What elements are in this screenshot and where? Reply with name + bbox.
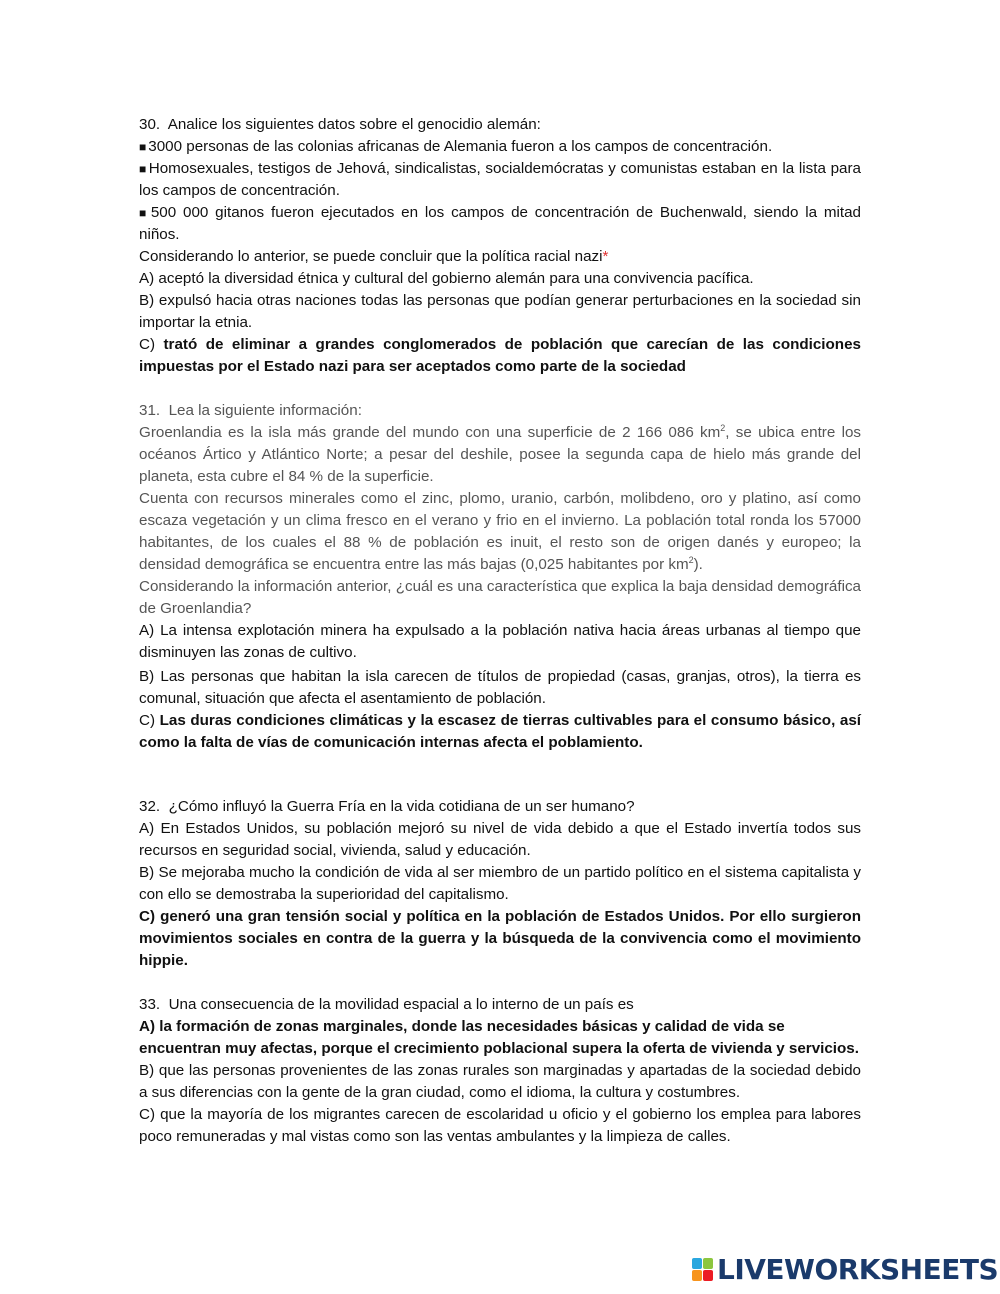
square-bullet-icon: ■ bbox=[139, 140, 147, 154]
option-text: Las personas que habitan la isla carecen de títulos de propiedad (casas, granjas, otros), la tierra es comunal, situación que afecta el asentamiento de población. bbox=[139, 668, 861, 707]
option-label: B) bbox=[139, 668, 155, 685]
option-a[interactable] bbox=[139, 818, 861, 862]
spacer bbox=[139, 972, 861, 994]
list-item bbox=[139, 202, 861, 246]
question-33 bbox=[139, 994, 861, 1148]
paragraph-text: , se ubica entre los océanos Ártico y Atlántico Norte; a pesar del deshile, posee la segunda capa de hielo más grande del planeta, esta cubre el 84 % de la superficie. bbox=[139, 424, 861, 485]
option-b[interactable] bbox=[139, 1060, 861, 1104]
logo-square bbox=[692, 1270, 702, 1281]
list-item bbox=[139, 158, 861, 202]
paragraph-text: ). bbox=[693, 556, 703, 573]
question-33-prompt bbox=[139, 994, 861, 1016]
option-text: aceptó la diversidad étnica y cultural del gobierno alemán para una convivencia pacífica. bbox=[158, 270, 754, 287]
superscript: 2 bbox=[720, 422, 726, 433]
info-paragraph-1 bbox=[139, 422, 861, 488]
logo-square bbox=[703, 1270, 713, 1281]
option-text: la formación de zonas marginales, donde las necesidades básicas y calidad de vida se encuentran muy afectas, porque el crecimiento poblacional supera la oferta de vivienda y servicios. bbox=[139, 1018, 859, 1057]
paragraph-text: Cuenta con recursos minerales como el zinc, plomo, uranio, carbón, molibdeno, oro y platino, así como escaza vegetación y un clima fresco en el verano y frio en el invierno. La población total ronda los 57000 habitantes, de los cuales el 88 % de población es inuit, el resto son de origen danés y europeo; la densidad demográfica se encuentra entre las más bajas (0,025 habitantes por km bbox=[139, 490, 861, 573]
option-c[interactable] bbox=[139, 710, 861, 754]
option-label: A) bbox=[139, 622, 155, 639]
superscript: 2 bbox=[688, 554, 694, 565]
paragraph-text: Groenlandia es la isla más grande del mundo con una superficie de 2 166 086 km bbox=[139, 424, 721, 441]
option-b[interactable] bbox=[139, 290, 861, 334]
question-number: 32. bbox=[139, 798, 161, 815]
question-32-prompt bbox=[139, 796, 861, 818]
option-text: Las duras condiciones climáticas y la escasez de tierras cultivables para el consumo básico, así como la falta de vías de comunicación internas afecta el poblamiento. bbox=[139, 712, 861, 751]
stem-text: Considerando lo anterior, se puede concluir que la política racial nazi bbox=[139, 248, 603, 265]
required-mark: * bbox=[602, 248, 609, 265]
option-text: La intensa explotación minera ha expulsado a la población nativa hacia áreas urbanas al tiempo que disminuyen las zonas de cultivo. bbox=[139, 622, 861, 661]
list-item bbox=[139, 136, 861, 158]
option-label: A) bbox=[139, 1018, 156, 1035]
question-number: 33. bbox=[139, 996, 161, 1013]
question-prompt: ¿Cómo influyó la Guerra Fría en la vida cotidiana de un ser humano? bbox=[168, 798, 635, 815]
question-number: 31. bbox=[139, 402, 161, 419]
bullet-text: 3000 personas de las colonias africanas de Alemania fueron a los campos de concentración. bbox=[148, 138, 773, 155]
square-bullet-icon: ■ bbox=[139, 206, 149, 220]
question-prompt: Lea la siguiente información: bbox=[168, 402, 362, 419]
option-label: C) bbox=[139, 908, 156, 925]
question-31-prompt bbox=[139, 400, 861, 422]
info-paragraph-2 bbox=[139, 488, 861, 576]
logo-text: LIVEWORKSHEETS bbox=[717, 1252, 999, 1286]
option-label: C) bbox=[139, 1106, 156, 1123]
question-32 bbox=[139, 796, 861, 972]
option-text: que las personas provenientes de las zonas rurales son marginadas y apartadas de la sociedad debido a sus diferencias con la gente de la gran ciudad, como el idioma, la cultura y costumbres. bbox=[139, 1062, 861, 1101]
option-text: En Estados Unidos, su población mejoró su nivel de vida debido a que el Estado invertía todos sus recursos en seguridad social, vivienda, salud y educación. bbox=[139, 820, 861, 859]
question-stem: Considerando la información anterior, ¿cuál es una característica que explica la baja densidad demográfica de Groenlandia? bbox=[139, 578, 861, 617]
logo-square bbox=[692, 1258, 702, 1269]
option-label: C) bbox=[139, 712, 156, 729]
logo-square bbox=[703, 1258, 713, 1269]
question-number: 30. bbox=[139, 116, 161, 133]
option-text: Se mejoraba mucho la condición de vida al ser miembro de un partido político en el sistema capitalista y con ello se demostraba la superioridad del capitalismo. bbox=[139, 864, 861, 903]
liveworksheets-logo[interactable] bbox=[692, 1252, 998, 1286]
option-label: B) bbox=[139, 292, 155, 309]
option-text: expulsó hacia otras naciones todas las personas que podían generar perturbaciones en la sociedad sin importar la etnia. bbox=[139, 292, 861, 331]
option-c[interactable] bbox=[139, 1104, 861, 1148]
option-text: que la mayoría de los migrantes carecen de escolaridad u oficio y el gobierno los emplea para labores poco remuneradas y mal vistas como son las ventas ambulantes y la limpieza de calles. bbox=[139, 1106, 861, 1145]
question-prompt: Analice los siguientes datos sobre el genocidio alemán: bbox=[167, 116, 541, 133]
bullet-text: 500 000 gitanos fueron ejecutados en los campos de concentración de Buchenwald, siendo la mitad niños. bbox=[139, 204, 862, 243]
option-label: A) bbox=[139, 820, 155, 837]
option-b[interactable] bbox=[139, 862, 861, 906]
option-label: B) bbox=[139, 1062, 155, 1079]
option-c[interactable] bbox=[139, 906, 861, 972]
option-a[interactable] bbox=[139, 1016, 861, 1060]
square-bullet-icon: ■ bbox=[139, 162, 147, 176]
question-30 bbox=[139, 114, 861, 378]
logo-mark-icon bbox=[692, 1258, 713, 1281]
question-stem bbox=[139, 246, 861, 268]
question-prompt: Una consecuencia de la movilidad espacial a lo interno de un país es bbox=[168, 996, 634, 1013]
option-b[interactable] bbox=[139, 666, 861, 710]
worksheet-page bbox=[139, 114, 861, 1148]
option-label: C) bbox=[139, 336, 156, 353]
option-text: generó una gran tensión social y política en la población de Estados Unidos. Por ello surgieron movimientos sociales en contra de la guerra y la búsqueda de la convivencia como el movimiento hippie. bbox=[139, 908, 861, 969]
question-30-prompt bbox=[139, 114, 861, 136]
bullet-text: Homosexuales, testigos de Jehová, sindicalistas, socialdemócratas y comunistas estaban en la lista para los campos de concentración. bbox=[139, 160, 861, 199]
option-text: trató de eliminar a grandes conglomerados de población que carecían de las condiciones impuestas por el Estado nazi para ser aceptados como parte de la sociedad bbox=[139, 336, 861, 375]
spacer bbox=[139, 754, 861, 798]
spacer bbox=[139, 378, 861, 400]
option-a[interactable] bbox=[139, 268, 861, 290]
option-c[interactable] bbox=[139, 334, 861, 378]
question-31 bbox=[139, 400, 861, 754]
option-a[interactable] bbox=[139, 620, 861, 664]
option-label: B) bbox=[139, 864, 155, 881]
option-label: A) bbox=[139, 270, 155, 287]
